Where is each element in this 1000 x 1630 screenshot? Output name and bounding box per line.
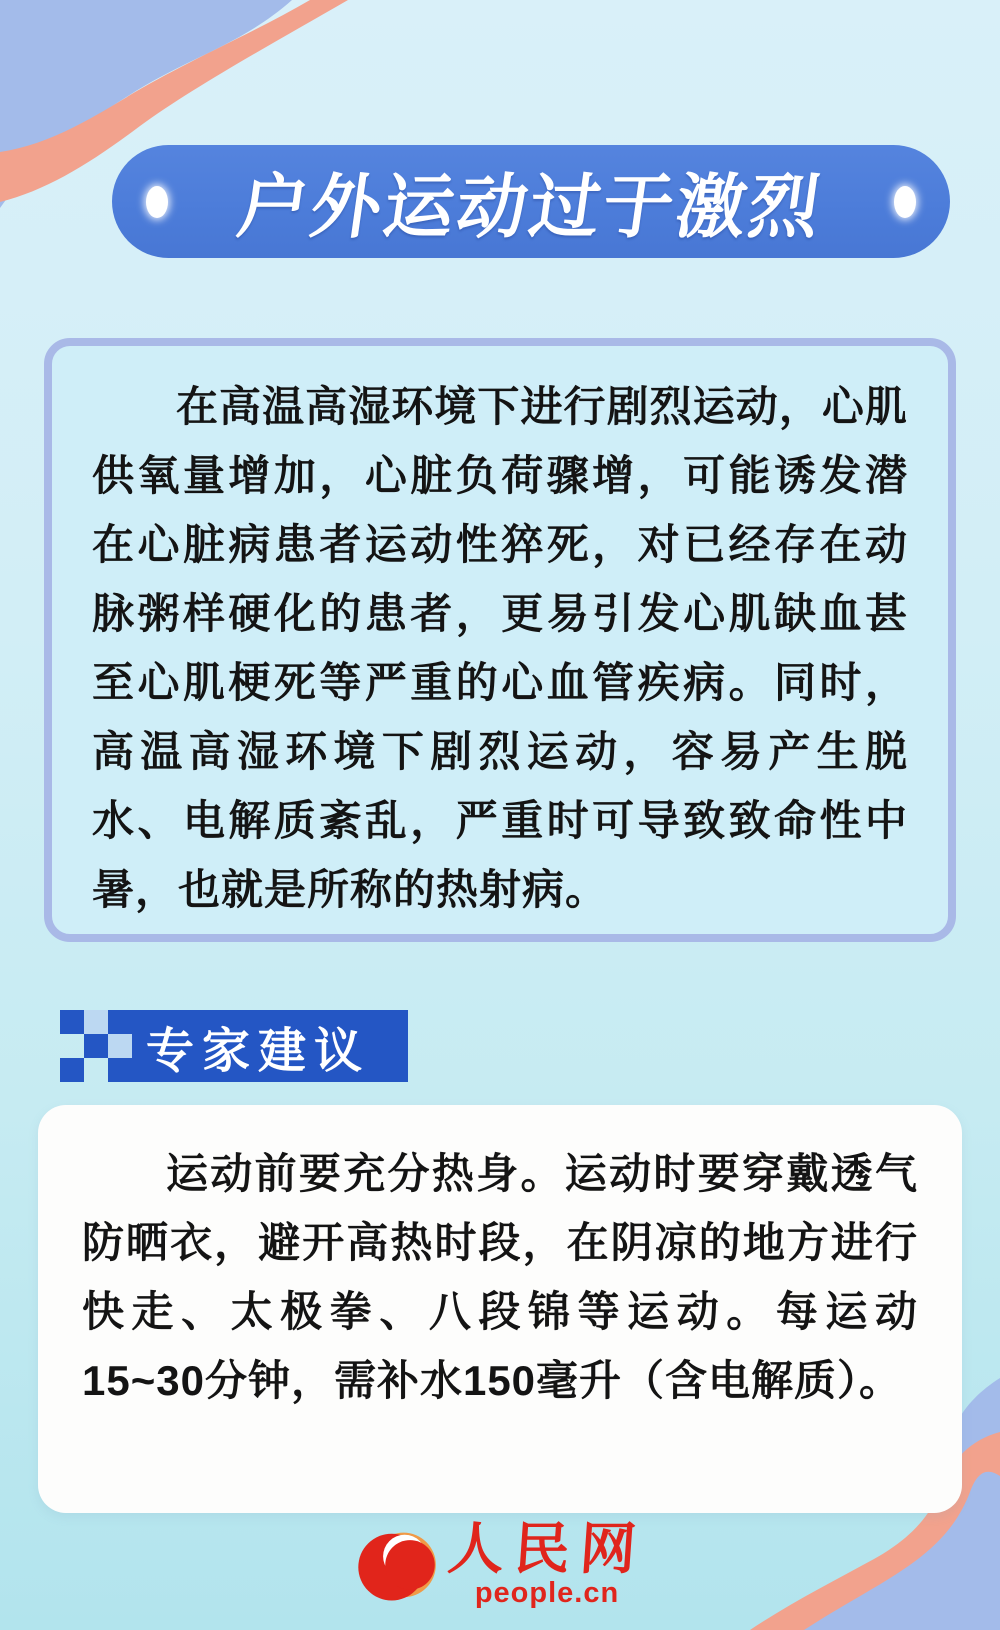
checker-square-dark — [84, 1034, 108, 1058]
advice-label-text: 专家建议 — [145, 1024, 370, 1078]
brand-name-cn: 人民网 — [445, 1517, 649, 1580]
title-banner — [112, 145, 950, 258]
page-title: 户外运动过于激烈 — [232, 168, 828, 246]
checker-square-notch — [108, 1034, 132, 1058]
checker-square-dark — [60, 1010, 84, 1034]
people-daily-logo-icon — [354, 1524, 438, 1608]
advice-card — [38, 1105, 962, 1513]
brand-name-en: people.cn — [474, 1577, 620, 1609]
banner-dot-right-icon — [894, 186, 916, 218]
banner-dot-left-icon — [146, 186, 168, 218]
intro-paragraph: 在高温高湿环境下进行剧烈运动，心肌供氧量增加，心脏负荷骤增，可能诱发潜在心脏病患者运动性猝死，对已经存在动脉粥样硬化的患者，更易引发心肌缺血甚至心肌梗死等严重的心血管疾病。同时，高温高湿环境下剧烈运动，容易产生脱水、电解质紊乱，严重时可导致致命性中暑，也就是所称的热射病。 — [92, 383, 908, 913]
checker-square-light — [84, 1010, 108, 1034]
advice-section-label — [108, 1010, 408, 1082]
brand-text-column — [445, 1517, 649, 1609]
intro-card — [44, 338, 956, 942]
checker-square-dark — [60, 1058, 84, 1082]
advice-paragraph: 运动前要充分热身。运动时要穿戴透气防晒衣，避开高热时段，在阴凉的地方进行快走、太极拳、八段锦等运动。每运动15~30分钟，需补水150毫升（含电解质）。 — [82, 1150, 918, 1404]
footer-brand — [0, 1517, 1000, 1609]
